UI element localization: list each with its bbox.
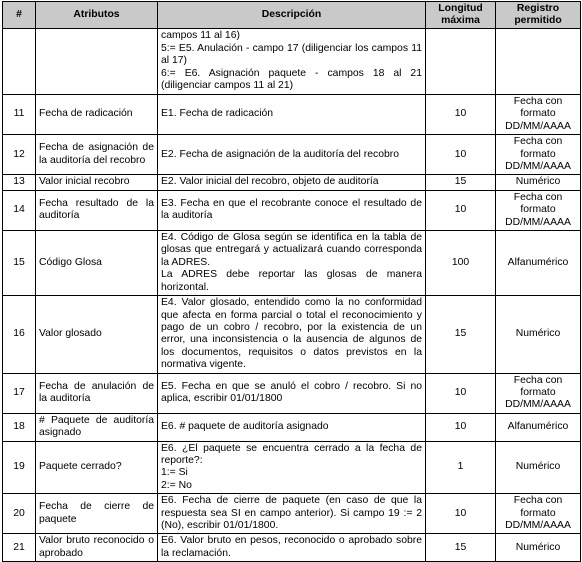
- row-description: [158, 29, 426, 95]
- row-max-length: [426, 29, 496, 95]
- table-row: [3, 231, 581, 296]
- row-description: [158, 373, 426, 413]
- header-max-length: Longitud máxima: [426, 2, 496, 29]
- description-line: E6. # paquete de auditoría asignado: [161, 420, 329, 432]
- row-attribute: Fecha resultado de la auditoría: [36, 190, 158, 230]
- attributes-table: [2, 1, 581, 562]
- description-line: E6. Fecha de cierre de paquete (en caso de que la respuesta sea SI en campo anterior). Si campo 19 := 2 (No), escribir 01/01/1800.: [161, 495, 422, 531]
- row-max-length: 15: [426, 175, 496, 190]
- row-attribute: Fecha de radicación: [36, 95, 158, 135]
- table-row: [3, 175, 581, 190]
- row-attribute: [36, 29, 158, 95]
- row-number: 13: [3, 175, 36, 190]
- row-attribute: Valor bruto reconocido o aprobado: [36, 534, 158, 562]
- row-allowed-format: Numérico: [496, 534, 581, 562]
- row-description: [158, 175, 426, 190]
- row-allowed-format: [496, 29, 581, 95]
- row-allowed-format: Fecha con formato DD/MM/AAAA: [496, 494, 581, 534]
- header-description: Descripción: [158, 2, 426, 29]
- row-attribute: Código Glosa: [36, 231, 158, 296]
- description-line: E2. Valor inicial del recobro, objeto de auditoría: [161, 176, 379, 188]
- row-description: [158, 135, 426, 175]
- table-row: [3, 494, 581, 534]
- table-row: [3, 135, 581, 175]
- description-line: E6. Valor bruto en pesos, reconocido o aprobado sobre la reclamación.: [161, 535, 422, 559]
- row-allowed-format: Fecha con formato DD/MM/AAAA: [496, 190, 581, 230]
- row-allowed-format: Numérico: [496, 296, 581, 373]
- table-row: [3, 29, 581, 95]
- description-line: 6:= E6. Asignación paquete - campos 18 al 21 (diligenciar campos 11 al 21): [161, 67, 422, 92]
- row-description: [158, 95, 426, 135]
- row-allowed-format: Alfanumérico: [496, 231, 581, 296]
- header-allowed-format: Registro permitido: [496, 2, 581, 29]
- row-attribute: Valor inicial recobro: [36, 175, 158, 190]
- row-number: [3, 29, 36, 95]
- row-description: [158, 494, 426, 534]
- row-attribute: Fecha de anulación de la auditoría: [36, 373, 158, 413]
- row-description: [158, 231, 426, 296]
- row-number: 16: [3, 296, 36, 373]
- row-number: 17: [3, 373, 36, 413]
- row-number: 14: [3, 190, 36, 230]
- row-allowed-format: Numérico: [496, 441, 581, 494]
- table-row: [3, 95, 581, 135]
- description-line: E2. Fecha de asignación de la auditoría del recobro: [161, 148, 399, 160]
- row-allowed-format: Alfanumérico: [496, 413, 581, 441]
- row-max-length: 10: [426, 494, 496, 534]
- row-max-length: 1: [426, 441, 496, 494]
- table-row: [3, 413, 581, 441]
- row-attribute: Fecha de asignación de la auditoría del recobro: [36, 135, 158, 175]
- row-allowed-format: Fecha con formato DD/MM/AAAA: [496, 135, 581, 175]
- row-description: [158, 296, 426, 373]
- table-row: [3, 373, 581, 413]
- row-allowed-format: Numérico: [496, 175, 581, 190]
- row-description: [158, 413, 426, 441]
- row-attribute: Paquete cerrado?: [36, 441, 158, 494]
- row-max-length: 10: [426, 190, 496, 230]
- row-max-length: 10: [426, 135, 496, 175]
- row-max-length: 100: [426, 231, 496, 296]
- description-line: La ADRES debe reportar las glosas de manera horizontal.: [161, 269, 422, 293]
- table-header-row: [3, 2, 581, 29]
- header-attributes: Atributos: [36, 2, 158, 29]
- description-line: E5. Fecha en que se anuló el cobro / recobro. Si no aplica, escribir 01/01/1800: [161, 380, 422, 405]
- row-number: 11: [3, 95, 36, 135]
- row-max-length: 15: [426, 296, 496, 373]
- row-description: [158, 534, 426, 562]
- description-line: campos 11 al 16): [161, 30, 240, 42]
- row-number: 19: [3, 441, 36, 494]
- row-number: 18: [3, 413, 36, 441]
- description-line: E6. ¿El paquete se encuentra cerrado a la fecha de reporte?:: [161, 442, 422, 466]
- row-description: [158, 190, 426, 230]
- row-attribute: Valor glosado: [36, 296, 158, 373]
- description-line: E1. Fecha de radicación: [161, 108, 274, 120]
- row-attribute: # Paquete de auditoría asignado: [36, 413, 158, 441]
- row-allowed-format: Fecha con formato DD/MM/AAAA: [496, 95, 581, 135]
- description-line: 5:= E5. Anulación - campo 17 (diligenciar los campos 11 al 17): [161, 42, 422, 67]
- row-max-length: 10: [426, 95, 496, 135]
- row-max-length: 15: [426, 534, 496, 562]
- row-attribute: Fecha de cierre de paquete: [36, 494, 158, 534]
- row-allowed-format: Fecha con formato DD/MM/AAAA: [496, 373, 581, 413]
- row-number: 12: [3, 135, 36, 175]
- row-number: 20: [3, 494, 36, 534]
- description-line: 1:= Si: [161, 467, 188, 479]
- table-row: [3, 534, 581, 562]
- description-line: E4. Código de Glosa según se identifica en la tabla de glosas que entregará y actualizará cuando corresponda la ADRES.: [161, 232, 422, 268]
- row-max-length: 10: [426, 413, 496, 441]
- table-row: [3, 296, 581, 373]
- row-number: 15: [3, 231, 36, 296]
- table-row: [3, 441, 581, 494]
- row-max-length: 10: [426, 373, 496, 413]
- description-line: 2:= No: [161, 479, 192, 491]
- description-line: E3. Fecha en que el recobrante conoce el resultado de la auditoría: [161, 198, 422, 222]
- row-number: 21: [3, 534, 36, 562]
- row-description: [158, 441, 426, 494]
- header-number: #: [3, 2, 36, 29]
- description-line: E4. Valor glosado, entendido como la no conformidad que afecta en forma parcial o total el reconocimiento y pago de un cobro / recobro, por la existencia de un error, una inconsistencia o la ausencia de algunos de los documentos, requisitos o datos previstos en la normativa vigente.: [161, 297, 422, 371]
- table-row: [3, 190, 581, 230]
